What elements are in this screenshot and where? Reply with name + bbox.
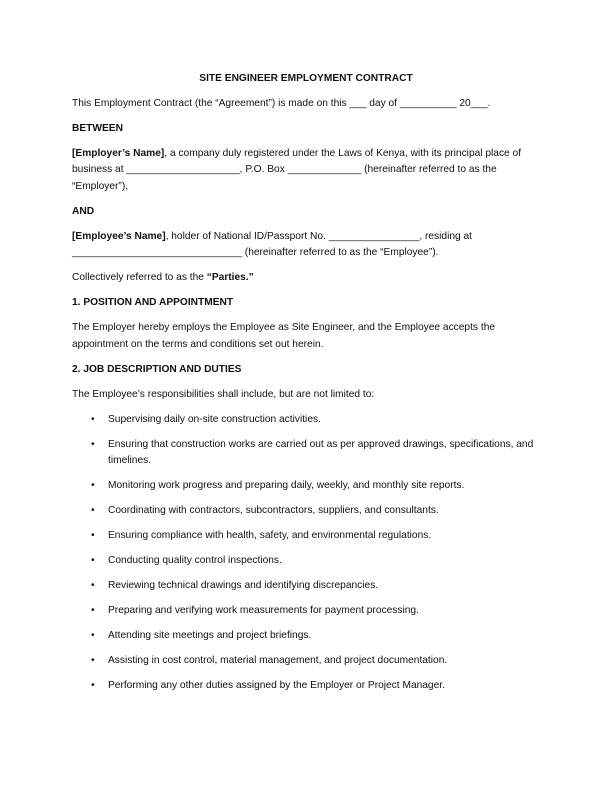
bullet-icon: • bbox=[91, 480, 95, 491]
bullet-icon: • bbox=[91, 580, 95, 591]
list-item bbox=[91, 653, 540, 670]
section-2-body: The Employee’s responsibilities shall include, but are not limited to: bbox=[72, 388, 375, 400]
bullet-icon: • bbox=[91, 438, 95, 450]
duties-list bbox=[72, 412, 540, 695]
collectively-text: Collectively referred to as the bbox=[72, 272, 207, 283]
section-2-heading: 2. JOB DESCRIPTION AND DUTIES bbox=[72, 363, 242, 375]
employee-details: , holder of National ID/Passport No. ________________, residing at ______________________________ (hereinafter referred to as the “Employee”). bbox=[72, 230, 473, 258]
list-item-text: Coordinating with contractors, subcontractors, suppliers, and consultants. bbox=[108, 505, 439, 516]
list-item-text: Ensuring that construction works are carried out as per approved drawings, specifications, and timelines. bbox=[108, 438, 534, 466]
employee-paragraph bbox=[72, 229, 540, 262]
list-item bbox=[91, 578, 540, 595]
list-item bbox=[91, 503, 540, 520]
list-item-text: Preparing and verifying work measurements for payment processing. bbox=[108, 605, 419, 616]
employee-name-placeholder: [Employee’s Name] bbox=[72, 230, 166, 242]
list-item-text: Reviewing technical drawings and identifying discrepancies. bbox=[108, 580, 379, 591]
list-item-text: Conducting quality control inspections. bbox=[108, 555, 282, 566]
section-1-heading: 1. POSITION AND APPOINTMENT bbox=[72, 297, 234, 308]
list-item bbox=[91, 437, 540, 470]
list-item bbox=[91, 412, 540, 429]
collectively-paragraph bbox=[72, 270, 540, 287]
bullet-icon: • bbox=[91, 680, 95, 691]
bullet-icon: • bbox=[91, 655, 95, 666]
section-1-body: The Employer hereby employs the Employee as Site Engineer, and the Employee accepts the appointment on the terms and conditions set out herein. bbox=[72, 322, 496, 350]
list-item bbox=[91, 603, 540, 620]
and-label: AND bbox=[72, 205, 95, 217]
list-item-text: Ensuring compliance with health, safety, and environmental regulations. bbox=[108, 530, 432, 541]
employer-name-placeholder: [Employer’s Name] bbox=[72, 147, 165, 159]
list-item bbox=[91, 678, 540, 695]
list-item-text: Attending site meetings and project briefings. bbox=[108, 630, 312, 641]
between-label: BETWEEN bbox=[72, 122, 123, 134]
bullet-icon: • bbox=[91, 530, 95, 541]
employer-paragraph bbox=[72, 146, 540, 196]
parties-term: “Parties.” bbox=[206, 272, 254, 283]
list-item bbox=[91, 528, 540, 545]
bullet-icon: • bbox=[91, 555, 95, 566]
list-item-text: Supervising daily on-site construction activities. bbox=[108, 413, 321, 425]
bullet-icon: • bbox=[91, 605, 95, 616]
bullet-icon: • bbox=[91, 630, 95, 641]
list-item-text: Performing any other duties assigned by the Employer or Project Manager. bbox=[108, 680, 445, 691]
bullet-icon: • bbox=[91, 413, 95, 425]
list-item bbox=[91, 553, 540, 570]
intro-paragraph: This Employment Contract (the “Agreement”) is made on this ___ day of __________ 20___. bbox=[72, 97, 491, 109]
document-title: SITE ENGINEER EMPLOYMENT CONTRACT bbox=[199, 73, 413, 84]
list-item bbox=[91, 478, 540, 495]
list-item-text: Monitoring work progress and preparing daily, weekly, and monthly site reports. bbox=[108, 480, 465, 491]
bullet-icon: • bbox=[91, 505, 95, 516]
list-item bbox=[91, 628, 540, 645]
employer-details: , a company duly registered under the Laws of Kenya, with its principal place of business at ____________________, P.O. Box _____________ (hereinafter referred to as the “Employer”), bbox=[72, 147, 522, 192]
list-item-text: Assisting in cost control, material management, and project documentation. bbox=[108, 655, 448, 666]
